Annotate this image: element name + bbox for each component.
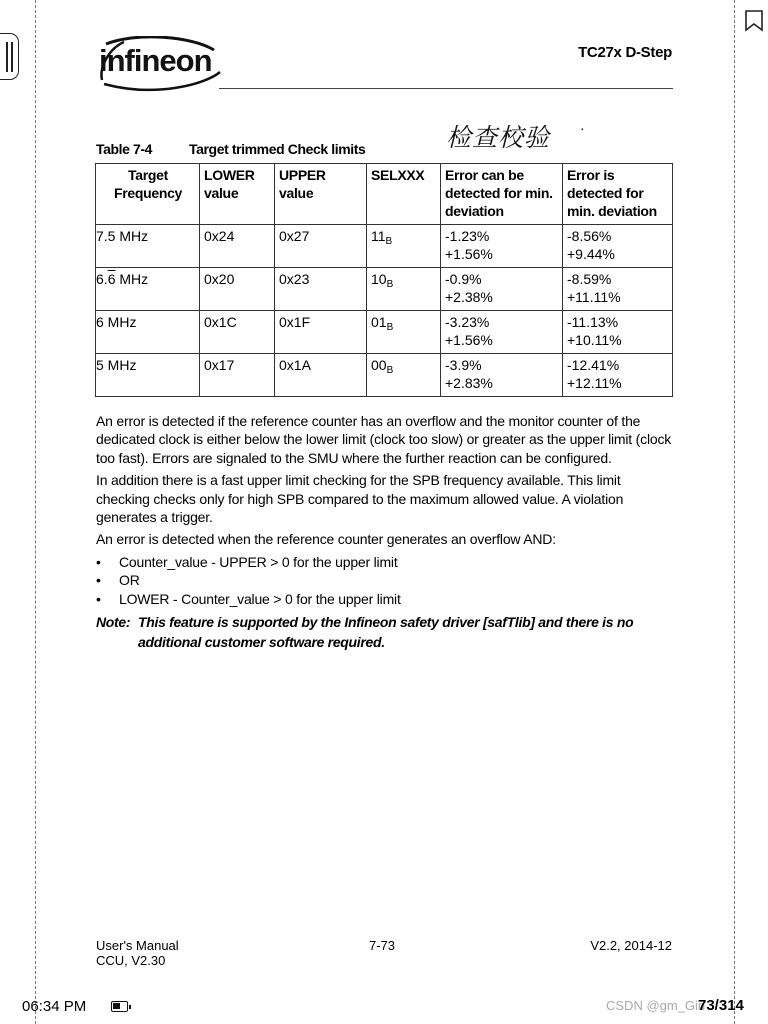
check-limits-table bbox=[95, 163, 673, 397]
header-error-is-detected: Error is detected for min. deviation bbox=[563, 164, 673, 225]
cell-frequency: 6.6 MHz bbox=[96, 268, 200, 311]
document-title: TC27x D-Step bbox=[578, 44, 672, 61]
header-error-detected: Error can be detected for min. deviation bbox=[441, 164, 563, 225]
cell-frequency: 6 MHz bbox=[96, 311, 200, 354]
table-number: Table 7-4 bbox=[96, 141, 153, 157]
cell-error-a: -3.9% +2.83% bbox=[441, 354, 563, 397]
cell-error-a: -1.23% +1.56% bbox=[441, 225, 563, 268]
footer-version: V2.2, 2014-12 bbox=[590, 938, 672, 953]
table-row bbox=[96, 268, 673, 311]
handwritten-annotation: 检查校验 bbox=[446, 123, 551, 152]
svg-text:infineon: infineon bbox=[99, 43, 212, 78]
cell-lower: 0x17 bbox=[200, 354, 275, 397]
list-item: • Counter_value - UPPER > 0 for the upper limit bbox=[96, 553, 398, 570]
table-title: Target trimmed Check limits bbox=[189, 141, 366, 157]
paragraph: An error is detected if the reference counter has an overflow and the monitor counter of the dedicated clock is either below the lower limit (clock too slow) or greater as the upper limit (clock too fast). Errors are signaled to the SMU where the further reaction can be configured. bbox=[96, 413, 672, 466]
cell-error-b: -8.59% +11.11% bbox=[563, 268, 673, 311]
watermark: CSDN @gm_Gin bbox=[606, 998, 706, 1013]
note-label: Note: bbox=[96, 614, 131, 631]
footer-module: CCU, V2.30 bbox=[96, 953, 166, 968]
sidebar-toggle-handle[interactable] bbox=[0, 33, 19, 80]
table-row bbox=[96, 225, 673, 268]
paragraph: An error is detected when the reference counter generates an overflow AND: bbox=[96, 531, 556, 548]
cell-error-a: -0.9% +2.38% bbox=[441, 268, 563, 311]
cell-selxxx: $01_B$ bbox=[367, 311, 441, 354]
header-lower-value: LOWER value bbox=[200, 164, 275, 225]
cell-error-b: -11.13% +10.11% bbox=[563, 311, 673, 354]
cell-frequency: 7.5 MHz bbox=[96, 225, 200, 268]
cell-frequency: 5 MHz bbox=[96, 354, 200, 397]
page-counter[interactable]: 73/314 bbox=[698, 997, 744, 1014]
right-margin-guide bbox=[734, 0, 735, 1024]
annotation-dot: · bbox=[580, 120, 585, 136]
header-selxxx: SELXXX bbox=[367, 164, 441, 225]
status-time: 06:34 PM bbox=[22, 998, 87, 1015]
cell-upper: 0x27 bbox=[275, 225, 367, 268]
header-target-frequency: Target Frequency bbox=[96, 164, 200, 225]
cell-upper: 0x1F bbox=[275, 311, 367, 354]
cell-selxxx: $00_B$ bbox=[367, 354, 441, 397]
list-item: • OR bbox=[96, 572, 140, 589]
cell-lower: 0x20 bbox=[200, 268, 275, 311]
cell-upper: 0x23 bbox=[275, 268, 367, 311]
battery-icon bbox=[111, 1001, 128, 1012]
header-divider bbox=[219, 88, 673, 89]
note-line-1: This feature is supported by the Infineon safety driver [safTlib] and there is no bbox=[138, 614, 634, 631]
footer-manual: User's Manual bbox=[96, 938, 179, 953]
list-item: • LOWER - Counter_value > 0 for the upper limit bbox=[96, 590, 401, 607]
table-header-row bbox=[96, 164, 673, 225]
cell-selxxx: $11_B$ bbox=[367, 225, 441, 268]
condition-list bbox=[96, 553, 673, 608]
body-text bbox=[96, 412, 673, 652]
header-upper-value: UPPER value bbox=[275, 164, 367, 225]
cell-lower: 0x1C bbox=[200, 311, 275, 354]
table-caption bbox=[96, 141, 365, 157]
bookmark-icon[interactable] bbox=[744, 10, 764, 32]
table-row bbox=[96, 311, 673, 354]
cell-error-b: -8.56% +9.44% bbox=[563, 225, 673, 268]
left-margin-guide bbox=[35, 0, 36, 1024]
infineon-logo bbox=[96, 36, 226, 92]
table-row bbox=[96, 354, 673, 397]
note bbox=[96, 612, 673, 652]
cell-error-b: -12.41% +12.11% bbox=[563, 354, 673, 397]
footer-manual-info bbox=[96, 938, 179, 968]
paragraph: In addition there is a fast upper limit checking for the SPB frequency available. This limit checking checks only for high SPB compared to the maximum allowed value. A violation generates a trigger. bbox=[96, 472, 624, 526]
footer-page-number: 7-73 bbox=[369, 938, 396, 953]
cell-lower: 0x24 bbox=[200, 225, 275, 268]
cell-upper: 0x1A bbox=[275, 354, 367, 397]
cell-selxxx: $10_B$ bbox=[367, 268, 441, 311]
note-line-2: additional customer software required. bbox=[138, 634, 385, 651]
cell-error-a: -3.23% +1.56% bbox=[441, 311, 563, 354]
